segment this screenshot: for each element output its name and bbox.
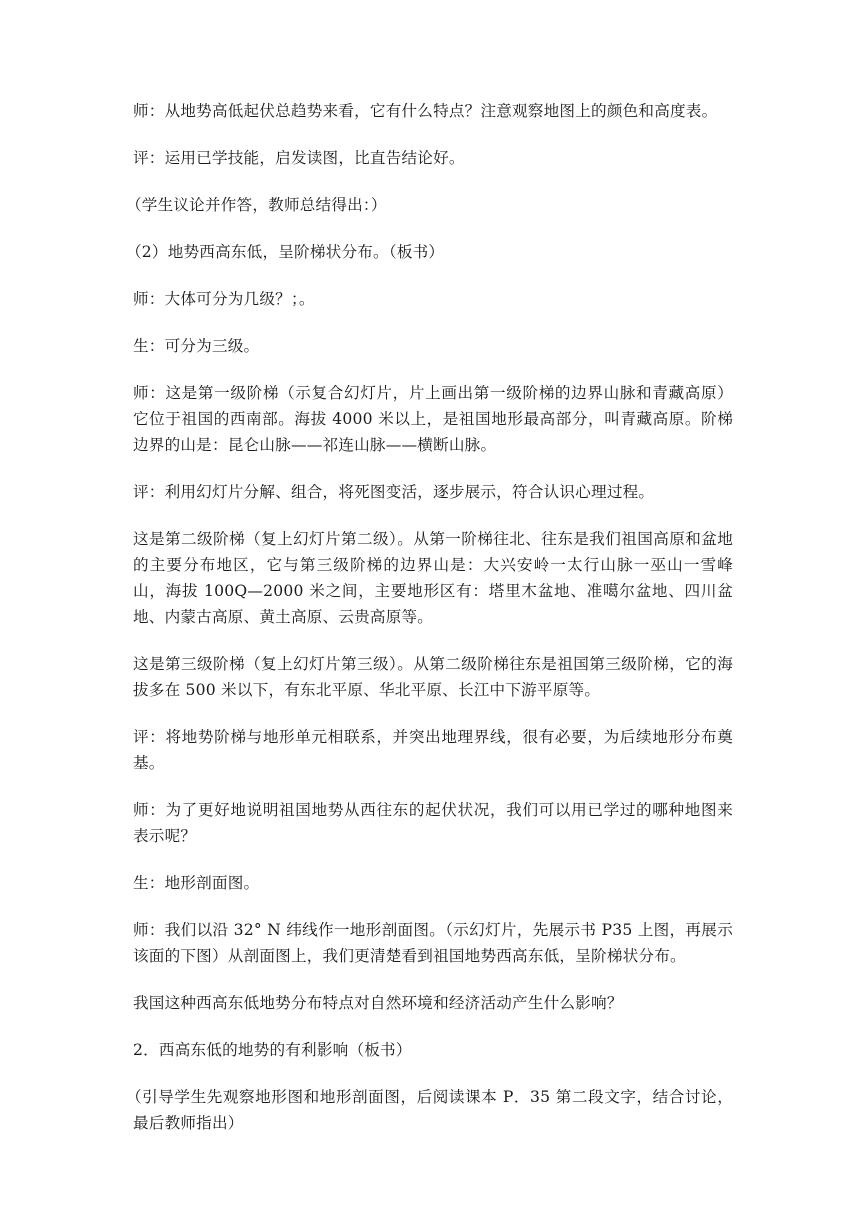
paragraph-second-step: 这是第二级阶梯（复上幻灯片第二级）。从第一阶梯往北、往东是我们祖国高原和盆地的主要分布地区，它与第三级阶梯的边界山是：大兴安岭一太行山脉一巫山一雪峰山，海拔 100Q—2000 米之间，主要地形区有：塔里木盆地、准噶尔盆地、四川盆地、内蒙古高原、黄土高原、云贵高原等。 <box>133 530 733 626</box>
paragraph-teacher-question-terrain-trend: 师：从地势高低起伏总趋势来看，它有什么特点？注意观察地图上的颜色和高度表。 <box>133 102 718 120</box>
paragraph-board-favorable-influence: 2．西高东低的地势的有利影响（板书） <box>133 1041 412 1059</box>
paragraph-board-terrain-west-high: （2）地势西高东低，呈阶梯状分布。（板书） <box>126 243 445 261</box>
paragraph-third-step: 这是第三级阶梯（复上幻灯片第三级）。从第二级阶梯往东是祖国第三级阶梯，它的海拔多在 500 米以下，有东北平原、华北平原、长江中下游平原等。 <box>133 655 733 699</box>
paragraph-student-three-levels: 生：可分为三级。 <box>133 337 260 355</box>
document-body <box>126 98 733 1157</box>
paragraph-first-step: 师：这是第一级阶梯（示复合幻灯片，片上画出第一级阶梯的边界山脉和青藏高原）它位于祖国的西南部。海拔 4000 米以上，是祖国地形最高部分，叫青藏高原。阶梯边界的山是：昆仑山脉——祁连山脉——横断山脉。 <box>133 384 733 454</box>
paragraph-teacher-question-levels: 师：大体可分为几级？；。 <box>133 290 315 308</box>
paragraph-student-discussion: （学生议论并作答，教师总结得出：） <box>126 196 387 214</box>
paragraph-guide-students: （引导学生先观察地形图和地形剖面图，后阅读课本 P．35 第二段文字，结合讨论，最后教师指出） <box>126 1088 733 1132</box>
paragraph-question-influence: 我国这种西高东低地势分布特点对自然环境和经济活动产生什么影响？ <box>133 994 623 1012</box>
paragraph-teacher-question-map-type: 师：为了更好地说明祖国地势从西往东的起伏状况，我们可以用已学过的哪种地图来表示呢？ <box>133 801 733 845</box>
paragraph-comment-boundaries: 评：将地势阶梯与地形单元相联系，并突出地理界线，很有必要，为后续地形分布奠基。 <box>133 728 733 772</box>
paragraph-student-profile-map: 生：地形剖面图。 <box>133 874 260 892</box>
paragraph-comment-slides: 评：利用幻灯片分解、组合，将死图变活，逐步展示，符合认识心理过程。 <box>133 483 655 501</box>
paragraph-comment-reading-map: 评：运用已学技能，启发读图，比直告结论好。 <box>133 149 465 167</box>
paragraph-teacher-profile-32n: 师：我们以沿 32° N 纬线作一地形剖面图。（示幻灯片，先展示书 P35 上图，再展示该面的下图）从剖面图上，我们更清楚看到祖国地势西高东低，呈阶梯状分布。 <box>133 921 733 965</box>
